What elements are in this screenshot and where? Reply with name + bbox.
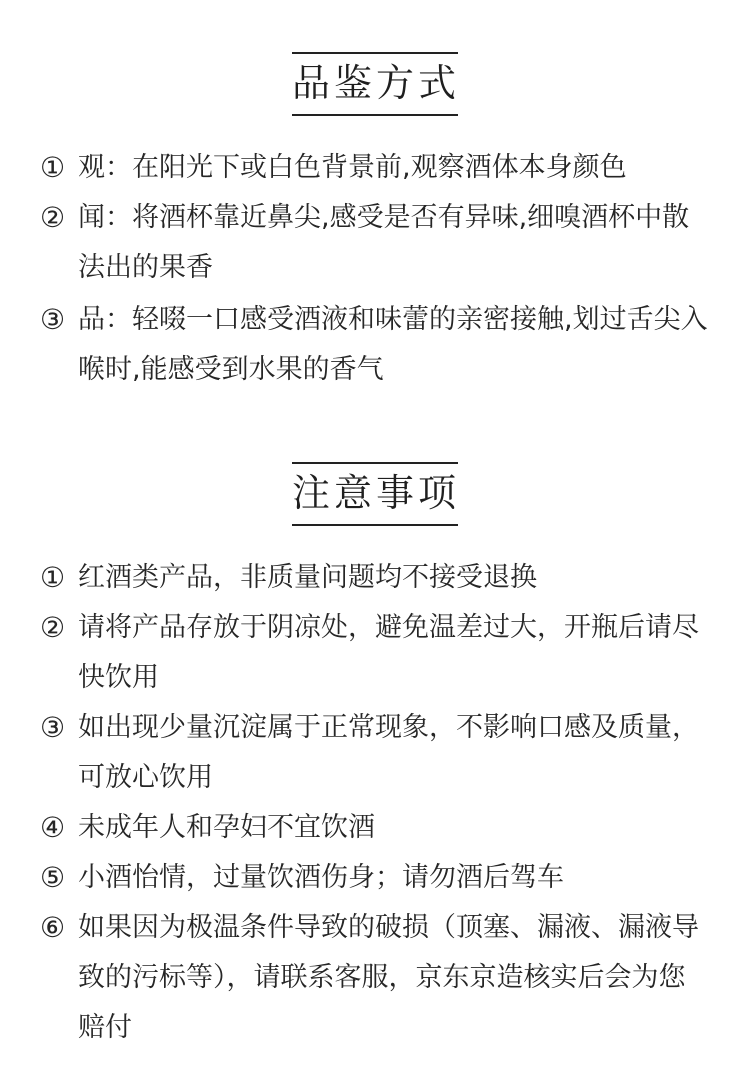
item-text: 未成年人和孕妇不宜饮酒 (78, 812, 375, 843)
item-number: ③ (40, 303, 66, 336)
tasting-item-2 (40, 193, 710, 293)
item-number: ④ (40, 811, 66, 844)
notes-item-3 (40, 703, 710, 803)
tasting-title-block (292, 52, 461, 116)
notes-item-6 (40, 903, 710, 1053)
notes-item-2 (40, 603, 710, 703)
tasting-item-1 (40, 143, 710, 193)
item-number: ⑥ (40, 911, 66, 944)
item-text: 观：在阳光下或白色背景前,观察酒体本身颜色 (78, 152, 627, 183)
item-text: 闻：将酒杯靠近鼻尖,感受是否有异味,细嗅酒杯中散法出的果香 (78, 202, 690, 283)
item-number: ② (40, 611, 66, 644)
item-number: ① (40, 151, 66, 184)
title-bottom-rule (292, 114, 458, 116)
tasting-title: 品鉴方式 (292, 61, 461, 105)
notes-title-block (292, 462, 461, 526)
item-text: 如果因为极温条件导致的破损（顶塞、漏液、漏液导致的污标等），请联系客服，京东京造核实后会为您赔付 (78, 912, 699, 1043)
item-text: 请将产品存放于阴凉处，避免温差过大，开瓶后请尽快饮用 (78, 612, 699, 693)
item-number: ① (40, 561, 66, 594)
notes-item-5 (40, 853, 710, 903)
item-text: 红酒类产品，非质量问题均不接受退换 (78, 562, 537, 593)
item-text: 品：轻啜一口感受酒液和味蕾的亲密接触,划过舌尖入喉时,能感受到水果的香气 (78, 304, 708, 385)
title-top-rule (292, 462, 458, 464)
title-top-rule (292, 52, 458, 54)
item-number: ⑤ (40, 861, 66, 894)
item-number: ③ (40, 711, 66, 744)
notes-title: 注意事项 (292, 471, 461, 515)
tasting-item-3 (40, 295, 710, 395)
item-number: ② (40, 201, 66, 234)
item-text: 小酒怡情，过量饮酒伤身；请勿酒后驾车 (78, 862, 564, 893)
title-bottom-rule (292, 524, 458, 526)
notes-item-4 (40, 803, 710, 853)
notes-item-1 (40, 553, 710, 603)
item-text: 如出现少量沉淀属于正常现象，不影响口感及质量，可放心饮用 (78, 712, 699, 793)
